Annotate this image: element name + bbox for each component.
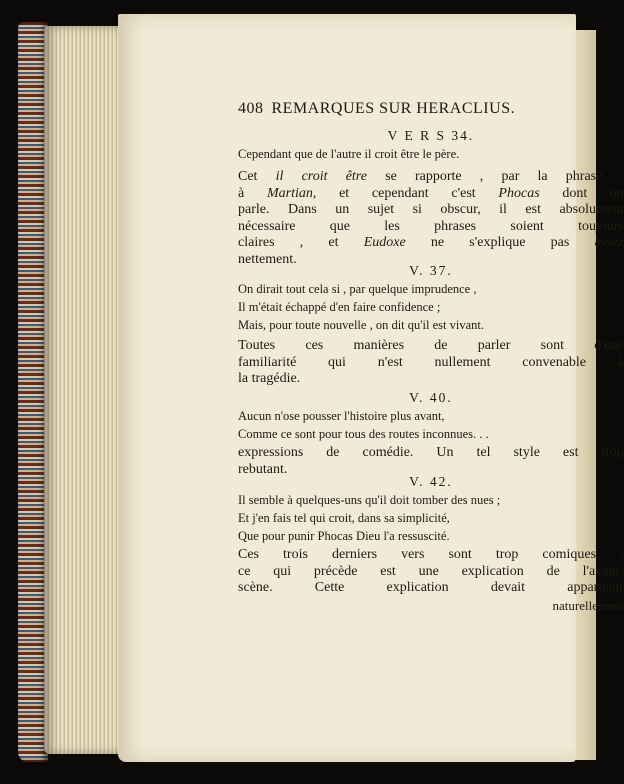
catchword: naturellement: [552, 598, 624, 613]
commentary-paragraph: [238, 547, 624, 597]
verse-quote-line: Il m'était échappé d'en faire confidence ;: [238, 300, 441, 314]
verse-heading: V. 40.: [409, 390, 453, 405]
commentary-line: rebutant.: [238, 461, 288, 477]
verse-heading: V E R S 34.: [387, 128, 475, 143]
commentary-line: ce qui précède est une explication de l'avant-: [238, 563, 624, 579]
verse-quote-line: Il semble à quelques-uns qu'il doit tomber des nues ;: [238, 493, 501, 507]
commentary-line: claires , et Eudoxe ne s'explique pas assez: [238, 235, 624, 250]
commentary-line: Ces trois derniers vers sont trop comiques ;: [238, 547, 624, 562]
verse-quote-line: Comme ce sont pour tous des routes inconnues. . .: [238, 427, 489, 441]
commentary-paragraph: [238, 169, 624, 268]
commentary-line: Toutes ces manières de parler sont d'une: [238, 338, 624, 353]
commentary-paragraph: [238, 338, 624, 388]
commentary-line: la tragédie.: [238, 371, 301, 386]
running-header: [238, 100, 624, 118]
verse-quote-line: Aucun n'ose pousser l'histoire plus avant,: [238, 409, 445, 423]
verse-heading: V. 37.: [409, 263, 453, 278]
commentary-line: parle. Dans un sujet si obscur, il est absolument: [238, 202, 624, 217]
verse-quote-line: Et j'en fais tel qui croit, dans sa simplicité,: [238, 511, 450, 525]
commentary-line: Cet il croit être se rapporte , par la phrase ,: [238, 169, 624, 184]
commentary-line: expressions de comédie. Un tel style est trop: [238, 445, 624, 460]
commentary-line: scène. Cette explication devait appartenir: [238, 580, 624, 595]
book-page: [118, 14, 624, 762]
verse-heading: V. 42.: [409, 474, 453, 489]
commentary-line: familiarité qui n'est nullement convenable à: [238, 354, 624, 370]
running-title: REMARQUES SUR HERACLIUS.: [271, 100, 516, 117]
commentary-line: nécessaire que les phrases soient toujours: [238, 218, 624, 234]
verse-quote-line: Que pour punir Phocas Dieu l'a ressuscité.: [238, 529, 450, 543]
verse-quote-line: Mais, pour toute nouvelle , on dit qu'il est vivant.: [238, 318, 484, 332]
verse-quote-line: On dirait tout cela si , par quelque imprudence ,: [238, 282, 477, 296]
commentary-line: nettement.: [238, 251, 297, 267]
page-number: 408: [238, 100, 264, 117]
verse-quote-line: Cependant que de l'autre il croit être le père.: [238, 147, 460, 161]
commentary-line: à Martian, et cependant c'est Phocas dont on: [238, 185, 624, 201]
